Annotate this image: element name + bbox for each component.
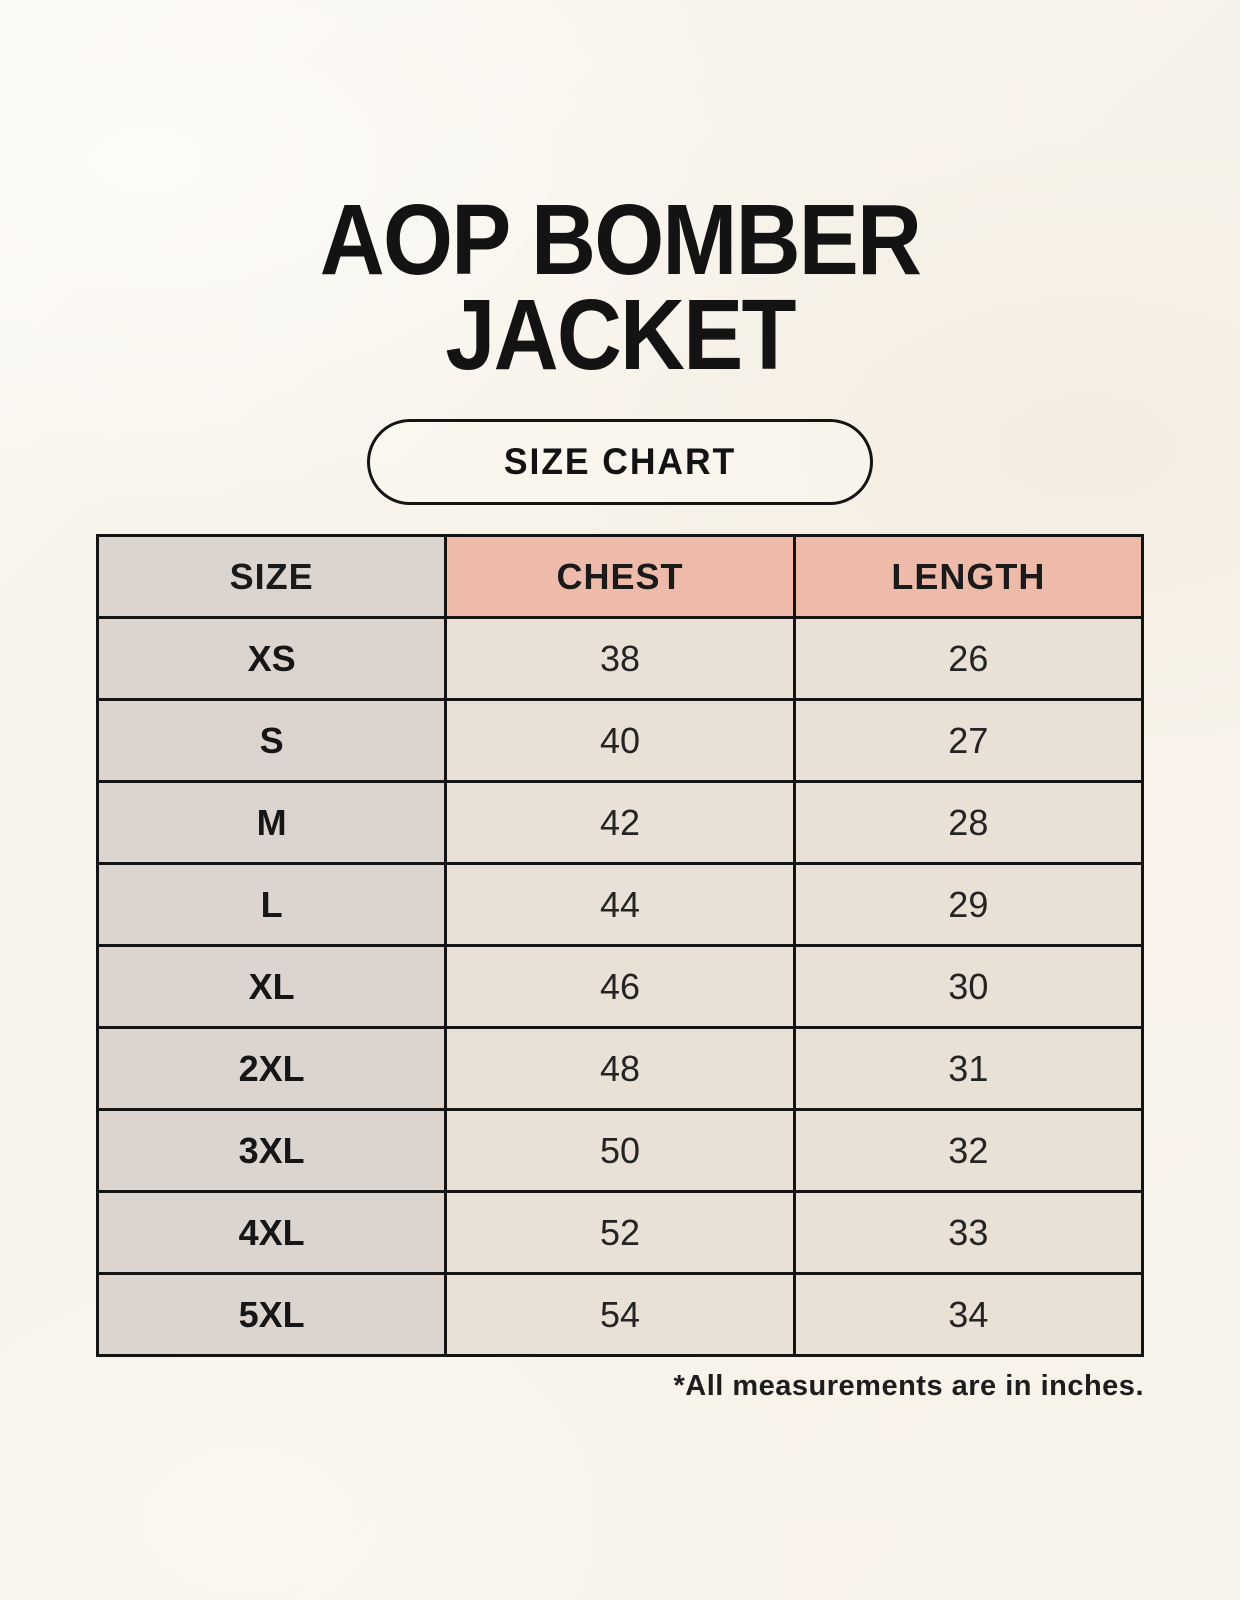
- size-table-body: [98, 618, 1143, 1356]
- measurements-note: *All measurements are in inches.: [673, 1370, 1144, 1402]
- column-header-size: SIZE: [98, 536, 446, 618]
- product-title: AOP BOMBER JACKET: [319, 184, 921, 391]
- size-chart-badge: [367, 419, 873, 505]
- size-label-cell: XL: [98, 946, 446, 1028]
- column-header-length: LENGTH: [794, 536, 1142, 618]
- size-label-cell: 3XL: [98, 1110, 446, 1192]
- size-label-cell: L: [98, 864, 446, 946]
- size-chart-badge-label: SIZE CHART: [503, 441, 737, 482]
- size-label-cell: 5XL: [98, 1274, 446, 1356]
- length-value-cell: 30: [794, 946, 1142, 1028]
- size-table: [96, 534, 1144, 1357]
- size-label-cell: XS: [98, 618, 446, 700]
- length-value-cell: 32: [794, 1110, 1142, 1192]
- table-row: [98, 1274, 1143, 1356]
- size-label-cell: S: [98, 700, 446, 782]
- size-label-cell: 4XL: [98, 1192, 446, 1274]
- table-row: [98, 1110, 1143, 1192]
- table-row: [98, 618, 1143, 700]
- table-row: [98, 946, 1143, 1028]
- chest-value-cell: 38: [446, 618, 794, 700]
- length-value-cell: 26: [794, 618, 1142, 700]
- length-value-cell: 31: [794, 1028, 1142, 1110]
- chest-value-cell: 40: [446, 700, 794, 782]
- size-label-cell: M: [98, 782, 446, 864]
- chest-value-cell: 48: [446, 1028, 794, 1110]
- size-table-head-row: [98, 536, 1143, 618]
- table-row: [98, 864, 1143, 946]
- table-row: [98, 1192, 1143, 1274]
- chest-value-cell: 44: [446, 864, 794, 946]
- length-value-cell: 27: [794, 700, 1142, 782]
- size-label-cell: 2XL: [98, 1028, 446, 1110]
- chest-value-cell: 52: [446, 1192, 794, 1274]
- chest-value-cell: 46: [446, 946, 794, 1028]
- table-row: [98, 782, 1143, 864]
- column-header-chest: CHEST: [446, 536, 794, 618]
- chest-value-cell: 54: [446, 1274, 794, 1356]
- length-value-cell: 28: [794, 782, 1142, 864]
- chest-value-cell: 50: [446, 1110, 794, 1192]
- table-row: [98, 1028, 1143, 1110]
- length-value-cell: 29: [794, 864, 1142, 946]
- table-row: [98, 700, 1143, 782]
- chest-value-cell: 42: [446, 782, 794, 864]
- size-table-header: [98, 536, 1143, 618]
- length-value-cell: 34: [794, 1274, 1142, 1356]
- length-value-cell: 33: [794, 1192, 1142, 1274]
